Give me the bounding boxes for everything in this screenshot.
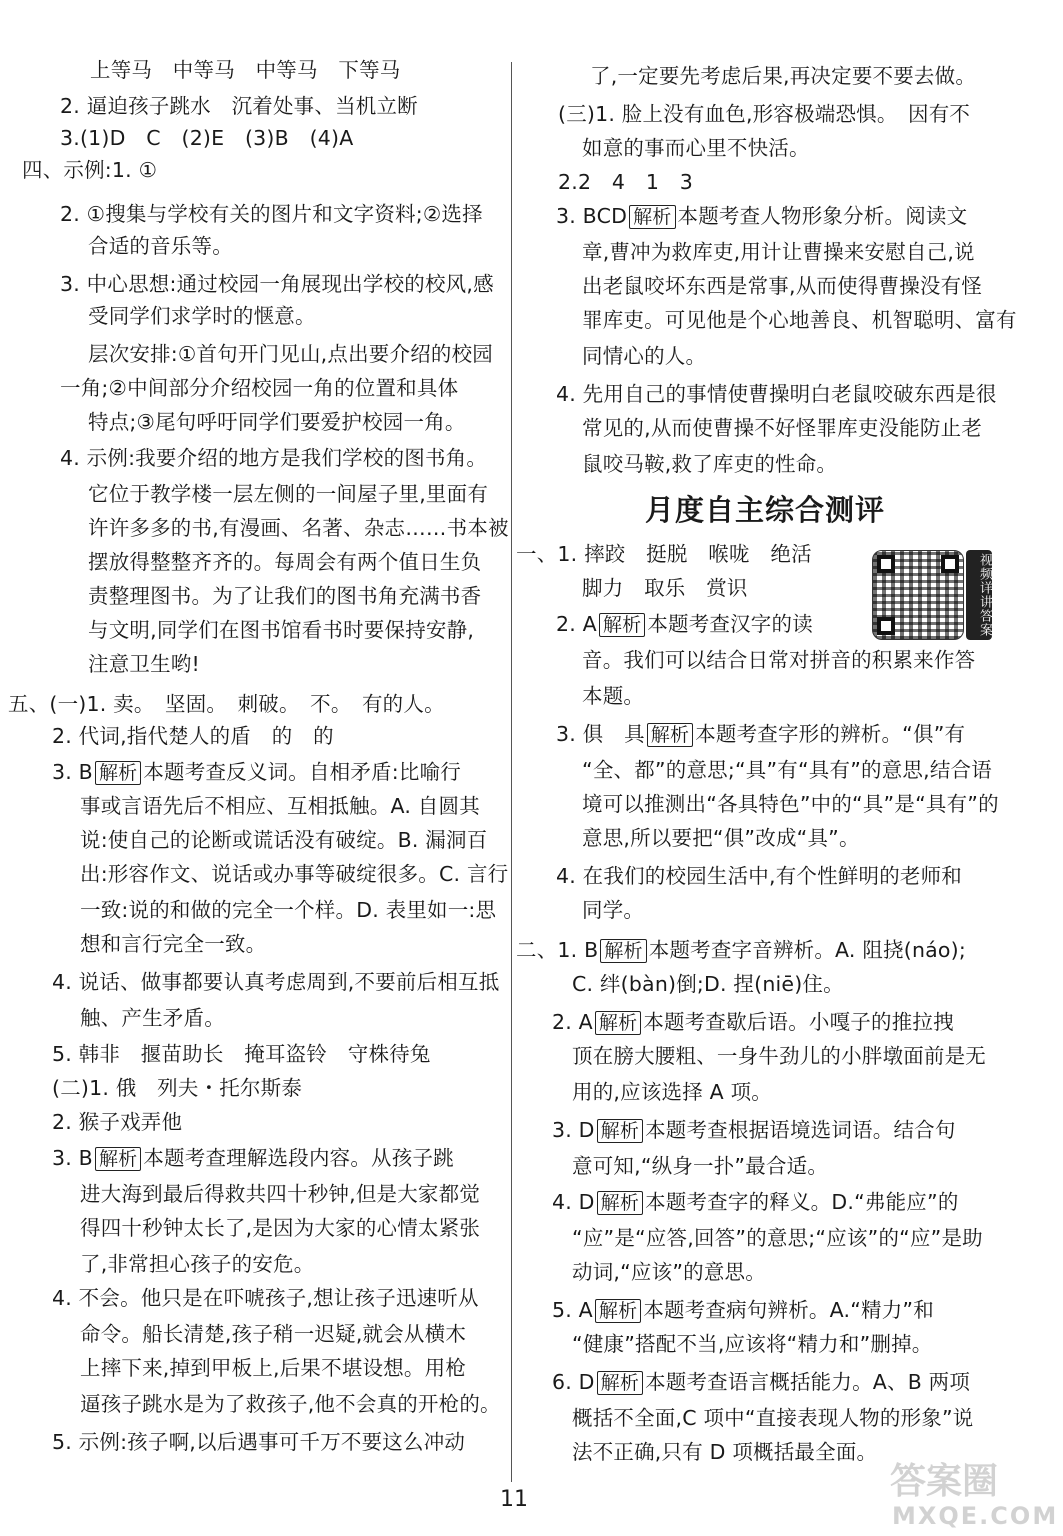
answer-line [88,514,509,542]
line-text: 2.2 4 1 3 [558,170,694,194]
answer-line [582,238,975,266]
answer-line [80,896,496,924]
answer-line [572,970,844,998]
line-text: 章,曹冲为救库吏,用计让曹操来安慰自己,说 [582,240,975,264]
answer-line [88,340,493,368]
answer-line [80,1004,225,1032]
line-text: 摆放得整整齐齐的。每周会有两个值日生负 [88,550,482,574]
line-text: 本题考查字形的辨析。“俱”有 [695,722,966,746]
line-text: 本题考查根据语境选词语。结合句 [645,1118,956,1142]
answer-line [60,270,494,298]
answer-line [80,1180,480,1208]
line-text: 2. 代词,指代楚人的盾 的 的 [52,724,334,748]
item-number: 6. D [552,1370,595,1394]
line-text: 想和言行完全一致。 [80,932,267,956]
line-text: 层次安排:①首句开门见山,点出要介绍的校园 [88,342,493,366]
line-text: 5. 示例:孩子啊,以后遇事可千万不要这么冲动 [52,1430,466,1454]
line-text: 音。我们可以结合日常对拼音的积累来作答 [582,648,976,672]
column-divider [511,62,512,1482]
line-text: 5. 韩非 揠苗助长 掩耳盗铃 守株待兔 [52,1042,431,1066]
analysis-tag: 解析 [595,1011,641,1035]
line-text: 本题考查汉字的读 [647,612,813,636]
line-text: 出老鼠咬坏东西是常事,从而使得曹操没有怪 [582,274,983,298]
line-text: 如意的事而心里不快活。 [582,136,810,160]
answer-line [88,548,481,576]
analysis-tag: 解析 [599,613,645,637]
line-text: 本题考查人物形象分析。阅读文 [677,204,968,228]
section-title: 月度自主综合测评 [645,493,886,527]
line-text: 本题考查歇后语。小嘎子的推拉拽 [643,1010,954,1034]
analysis-tag: 解析 [595,1299,641,1323]
answer-line [88,582,481,610]
line-text: 一、1. 摔跤 挺脱 喉咙 绝活 [516,542,812,566]
line-text: 本题考查字的释义。D.“弗能应”的 [645,1190,959,1214]
item-number: 3. 俱 具 [556,722,645,746]
answer-line [80,826,487,854]
answer-line [80,860,508,888]
answer-line [88,408,466,436]
line-text: 动词,“应该”的意思。 [572,1260,766,1284]
answer-line [572,1042,986,1070]
item-number: 4. D [552,1190,595,1214]
answer-line [52,1040,431,1068]
answer-line [88,232,233,260]
line-text: 责整理图书。为了让我们的图书角充满书香 [88,584,482,608]
line-text: 4. 说话、做事都要认真考虑周到,不要前后相互抵 [52,970,500,994]
analysis-tag: 解析 [597,1119,643,1143]
line-text: 本题考查反义词。自相矛盾:比喻行 [143,760,461,784]
answer-line [52,968,499,996]
answer-line [52,1428,465,1456]
answer-line [80,792,480,820]
qr-code[interactable] [872,550,964,640]
answer-line [88,650,200,678]
line-text: 出:形容作文、说话或办事等破绽很多。C. 言行 [80,862,509,886]
answer-line [582,682,644,710]
line-text: 上等马 中等马 中等马 下等马 [90,58,401,82]
answer-line [52,758,461,786]
line-text: 4. 在我们的校园生活中,有个性鲜明的老师和 [556,864,962,888]
answer-line [572,1224,983,1252]
qr-video-label: 视频详讲答案 [966,550,992,640]
line-text: 事或言语先后不相应、互相抵触。A. 自圆其 [80,794,480,818]
answer-line [516,540,812,568]
answer-line [558,100,970,128]
line-text: 境可以推测出“各具特色”中的“具”是“具有”的 [582,792,999,816]
answer-line [556,610,813,638]
item-number: 5. A [552,1298,593,1322]
line-text: 意可知,“纵身一扑”最合适。 [572,1154,829,1178]
answer-line [582,342,706,370]
line-text: 罪库吏。可见他是个心地善良、机智聪明、富有 [582,308,1017,332]
watermark-logo: 答案圈 MXQE.COM [890,1461,1059,1530]
line-text: C. 绊(bàn)倒;D. 捏(niē)住。 [572,972,844,996]
line-text: 一致:说的和做的完全一个样。D. 表里如一:思 [80,898,497,922]
answer-line [552,1188,959,1216]
item-number: 3. B [52,1146,93,1170]
answer-line [582,272,982,300]
answer-line [582,756,992,784]
answer-line [52,1284,479,1312]
analysis-tag: 解析 [600,939,646,963]
line-text: 3.(1)D C (2)E (3)B (4)A [60,126,354,150]
analysis-tag: 解析 [95,761,141,785]
item-number: 3. B [52,760,93,784]
answer-line [60,92,418,120]
answer-line [572,1438,877,1466]
line-text: 顶在膀大腰粗、一身牛劲儿的小胖墩面前是无 [572,1044,986,1068]
line-text: 它位于教学楼一层左侧的一间屋子里,里面有 [88,482,489,506]
line-text: 同情心的人。 [582,344,707,368]
answer-line [590,62,976,90]
answer-line [8,690,445,718]
line-text: 用的,应该选择 A 项。 [572,1080,772,1104]
answer-line [572,1330,933,1358]
line-text: 鼠咬马鞍,救了库吏的性命。 [582,452,838,476]
line-text: “健康”搭配不当,应该将“精力和”删掉。 [572,1332,933,1356]
line-text: 注意卫生哟! [88,652,200,676]
line-text: 本题考查病句辨析。A.“精力”和 [643,1298,934,1322]
answer-line [556,202,967,230]
line-text: 与文明,同学们在图书馆看书时要保持安静, [88,618,475,642]
answer-line [572,1404,974,1432]
answer-line [52,1074,302,1102]
line-text: “应”是“应答,回答”的意思;“应该”的“应”是助 [572,1226,983,1250]
answer-line [582,790,999,818]
answer-line [556,720,965,748]
line-text: 意思,所以要把“俱”改成“具”。 [582,826,860,850]
line-text: 4. 先用自己的事情使曹操明白老鼠咬破东西是很 [556,382,997,406]
answer-line [80,1214,480,1242]
answer-line [572,1078,772,1106]
answer-line [582,450,837,478]
item-number: 2. A [556,612,597,636]
answer-line [22,156,157,184]
answer-line [572,1258,766,1286]
line-text: 逼孩子跳水是为了救孩子,他不会真的开枪的。 [80,1392,501,1416]
line-text: (三)1. 脸上没有血色,形容极端恐惧。 因有不 [558,102,971,126]
answer-line [80,1390,501,1418]
item-number: 二、1. B [516,938,599,962]
item-number: 3. BCD [556,204,628,228]
answer-line [80,1250,314,1278]
answer-line [88,616,474,644]
answer-line [582,574,748,602]
line-text: 常见的,从而使曹操不好怪罪库吏没能防止老 [582,416,983,440]
answer-line [52,722,334,750]
answer-line [582,134,810,162]
line-text: 4. 示例:我要介绍的地方是我们学校的图书角。 [60,446,488,470]
answer-line [552,1368,970,1396]
answer-line [582,646,975,674]
answer-line [582,306,1017,334]
answer-line [90,56,401,84]
line-text: 上摔下来,掉到甲板上,后果不堪设想。用枪 [80,1356,467,1380]
answer-line [80,1354,466,1382]
line-text: 本题考查字音辨析。A. 阻挠(náo); [648,938,966,962]
line-text: 四、示例:1. ① [22,158,158,182]
answer-line [552,1008,954,1036]
answer-line [582,896,644,924]
line-text: 概括不全面,C 项中“直接表现人物的形象”说 [572,1406,974,1430]
line-text: 进大海到最后得救共四十秒钟,但是大家都觉 [80,1182,481,1206]
answer-line [556,380,997,408]
line-text: 得四十秒钟太长了,是因为大家的心情太紧张 [80,1216,481,1240]
line-text: (二)1. 俄 列夫・托尔斯泰 [52,1076,303,1100]
line-text: 了,非常担心孩子的安危。 [80,1252,315,1276]
line-text: 说:使自己的论断或谎话没有破绽。B. 漏洞百 [80,828,488,852]
line-text: 脚力 取乐 赏识 [582,576,748,600]
answer-line [572,1152,828,1180]
analysis-tag: 解析 [597,1191,643,1215]
line-text: 命令。船长清楚,孩子稍一迟疑,就会从横木 [80,1322,467,1346]
line-text: 2. ①搜集与学校有关的图片和文字资料;②选择 [60,202,483,226]
line-text: 本题。 [582,684,645,708]
line-text: 2. 逼迫孩子跳水 沉着处事、当机立断 [60,94,418,118]
answer-line [60,444,487,472]
answer-line [88,480,488,508]
answer-line [60,200,483,228]
item-number: 2. A [552,1010,593,1034]
analysis-tag: 解析 [629,205,675,229]
answer-line [516,936,966,964]
line-text: “全、都”的意思;“具”有“具有”的意思,结合语 [582,758,992,782]
analysis-tag: 解析 [647,723,693,747]
line-text: 触、产生矛盾。 [80,1006,225,1030]
answer-line [552,1116,956,1144]
line-text: 合适的音乐等。 [88,234,233,258]
answer-line [60,374,458,402]
answer-line [88,302,316,330]
line-text: 2. 猴子戏弄他 [52,1110,183,1134]
line-text: 了,一定要先考虑后果,再决定要不要去做。 [590,64,977,88]
line-text: 受同学们求学时的惬意。 [88,304,316,328]
answer-line [80,930,266,958]
line-text: 特点;③尾句呼吁同学们要爱护校园一角。 [88,410,466,434]
line-text: 许许多多的书,有漫画、名著、杂志……书本被 [88,516,509,540]
analysis-tag: 解析 [597,1371,643,1395]
page-number: 11 [500,1487,528,1512]
line-text: 法不正确,只有 D 项概括最全面。 [572,1440,878,1464]
analysis-tag: 解析 [95,1147,141,1171]
line-text: 本题考查语言概括能力。A、B 两项 [645,1370,971,1394]
line-text: 同学。 [582,898,645,922]
line-text: 4. 不会。他只是在吓唬孩子,想让孩子迅速听从 [52,1286,479,1310]
line-text: 本题考查理解选段内容。从孩子跳 [143,1146,454,1170]
answer-line [52,1144,454,1172]
line-text: 一角;②中间部分介绍校园一角的位置和具体 [60,376,459,400]
answer-line [582,414,982,442]
answer-line [60,124,353,152]
line-text: 五、(一)1. 卖。 坚固。 刺破。 不。 有的人。 [8,692,445,716]
answer-line [80,1320,466,1348]
item-number: 3. D [552,1118,595,1142]
answer-line [52,1108,182,1136]
answer-line [552,1296,934,1324]
answer-line [582,824,860,852]
line-text: 3. 中心思想:通过校园一角展现出学校的校风,感 [60,272,494,296]
answer-line [558,168,693,196]
answer-line [556,862,962,890]
